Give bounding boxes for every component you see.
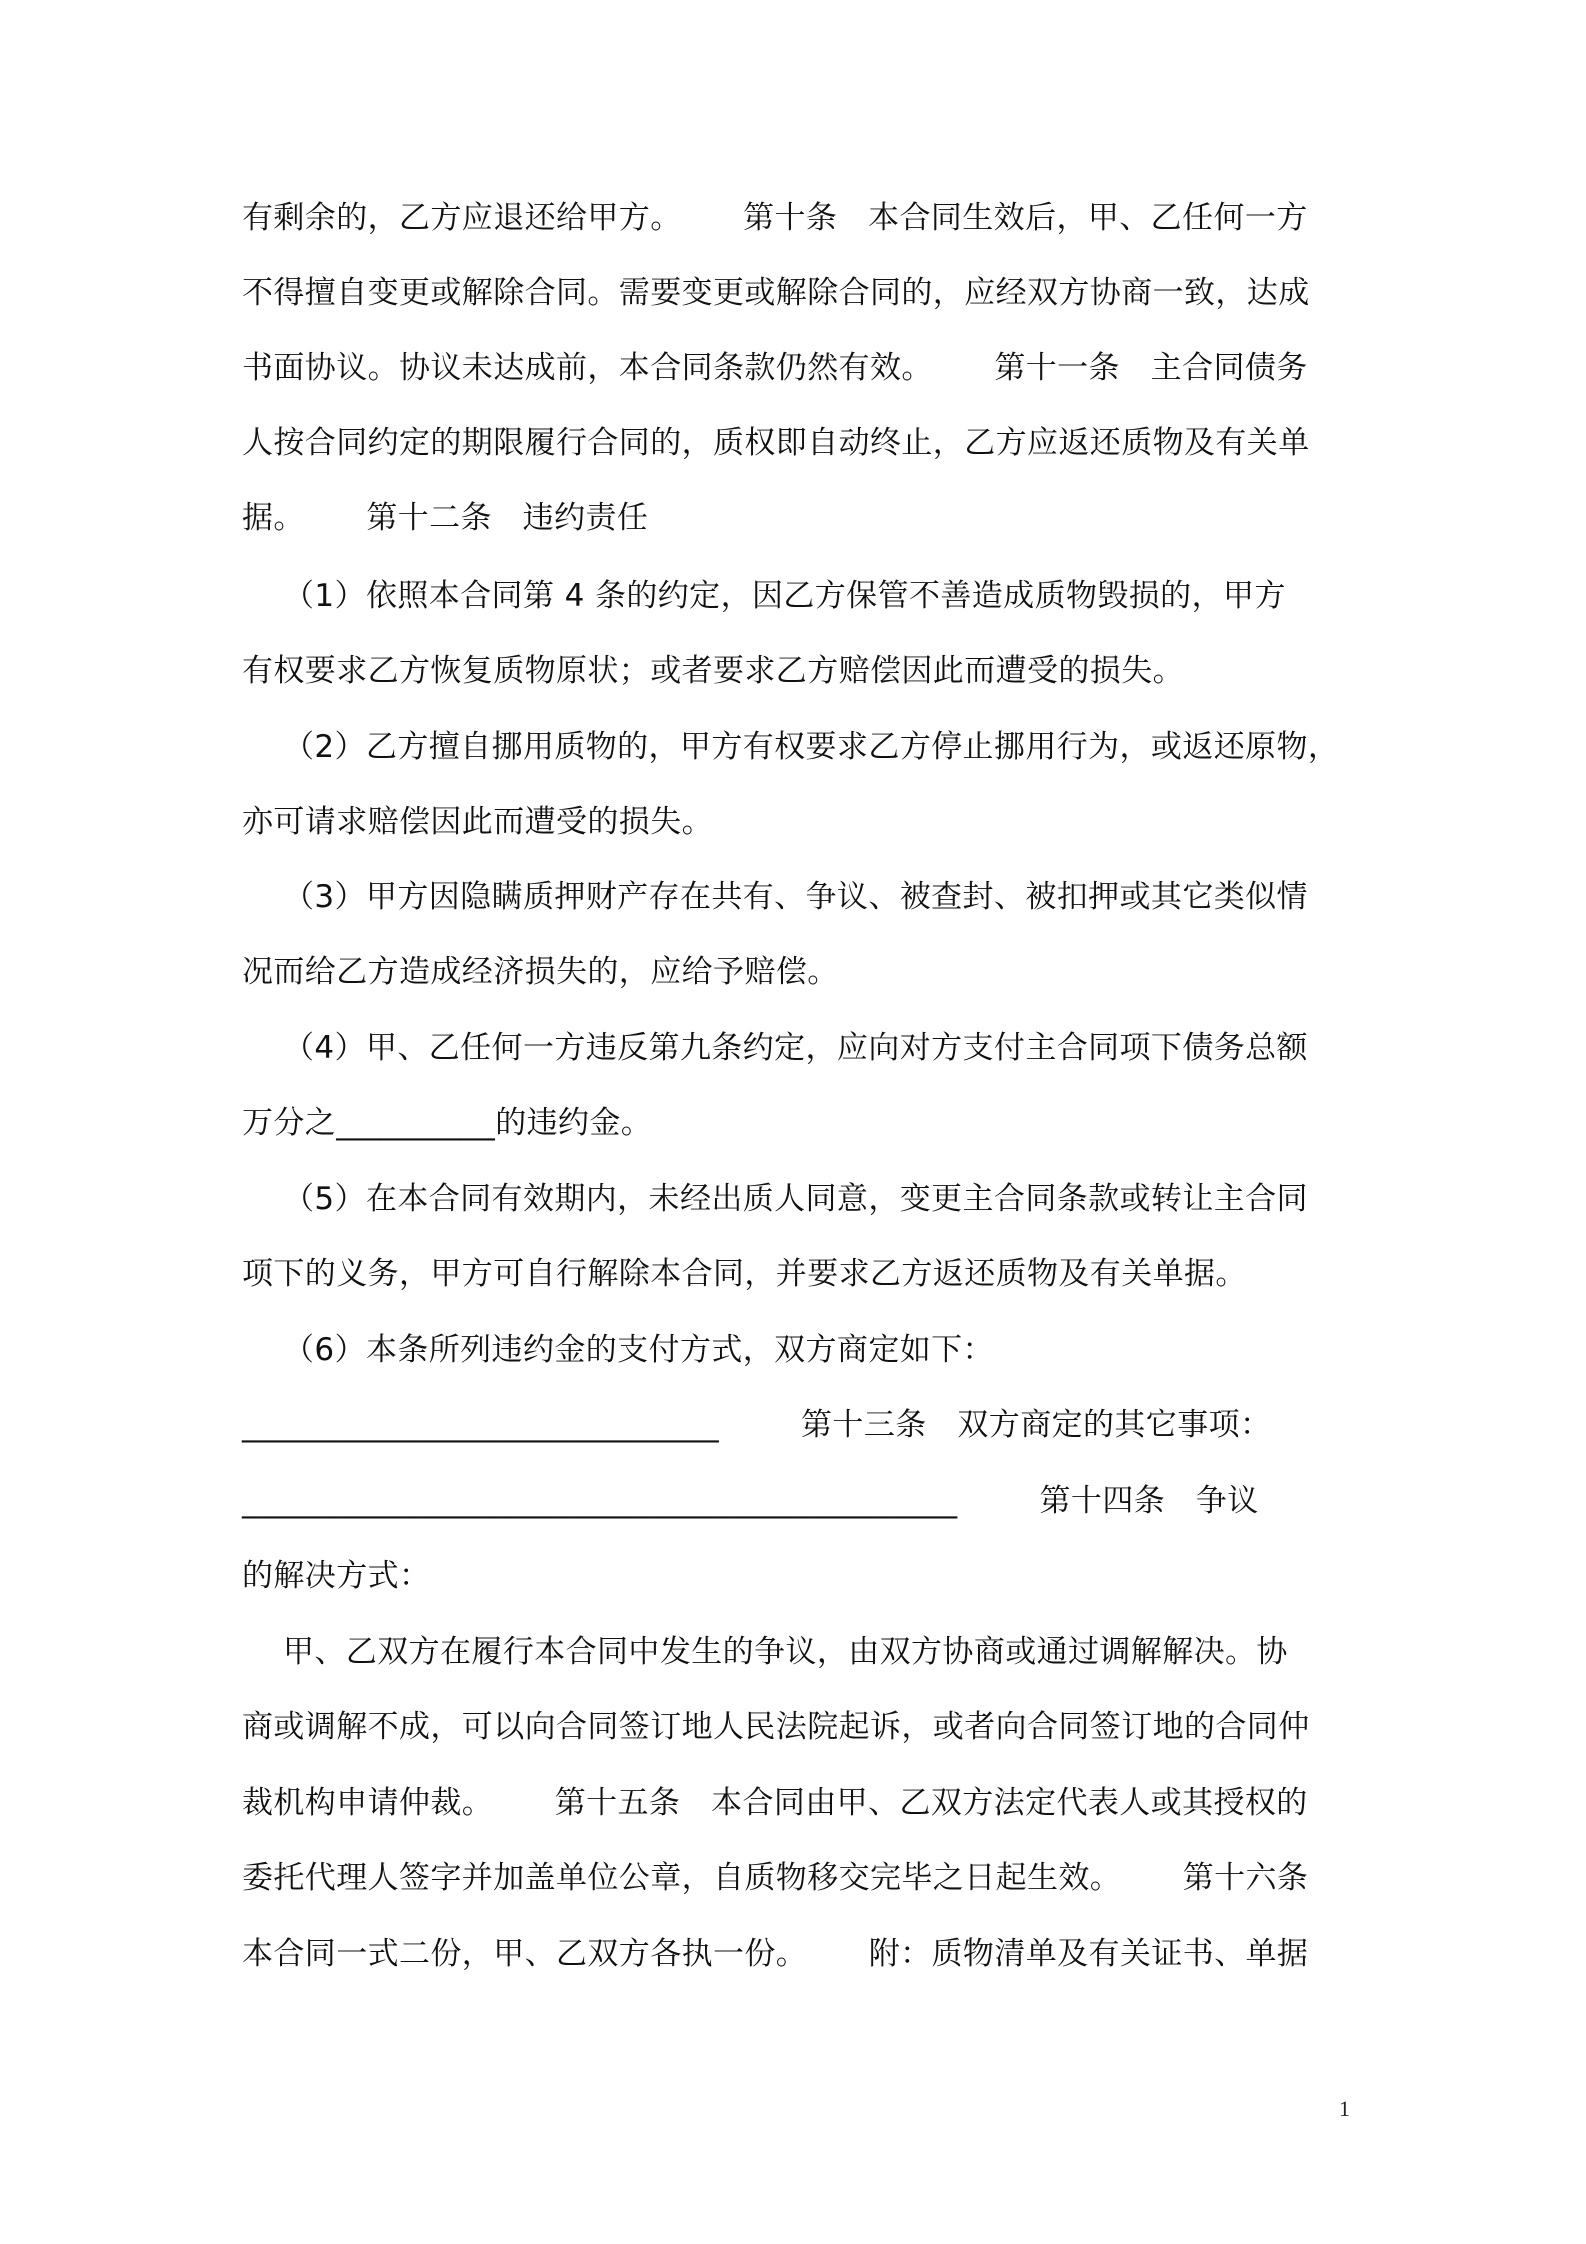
text-line: （2）乙方擅自挪用质物的，甲方有权要求乙方停止挪用行为，或返还原物， [242, 729, 1340, 765]
text-line: 裁机构申请仲裁。 第十五条 本合同由甲、乙双方法定代表人或其授权的 [242, 1785, 1308, 1821]
text-line: 甲、乙双方在履行本合同中发生的争议，由双方协商或通过调解解决。协 [242, 1634, 1288, 1670]
text-line: 有权要求乙方恢复质物原状；或者要求乙方赔偿因此而遭受的损失。 [242, 653, 1184, 689]
text-line: 商或调解不成，可以向合同签订地人民法院起诉，或者向合同签订地的合同仲 [242, 1709, 1310, 1745]
text-line: 亦可请求赔偿因此而遭受的损失。 [242, 804, 713, 840]
text-line: 项下的义务，甲方可自行解除本合同，并要求乙方返还质物及有关单据。 [242, 1256, 1247, 1292]
text-line: 万分之__________的违约金。 [242, 1105, 653, 1141]
text-line: 本合同一式二份，甲、乙双方各执一份。 附：质物清单及有关证书、单据 [242, 1936, 1309, 1972]
text-line: （1）依照本合同第 4 条的约定，因乙方保管不善造成质物毁损的，甲方 [242, 578, 1286, 614]
text-line: 据。 第十二条 违约责任 [242, 500, 649, 536]
text-line: 有剩余的，乙方应退还给甲方。 第十条 本合同生效后，甲、乙任何一方 [242, 200, 1308, 236]
text-line: 委托代理人签字并加盖单位公章，自质物移交完毕之日起生效。 第十六条 [242, 1860, 1309, 1896]
text-line: ______________________________ 第十三条 双方商定的其它事项： [242, 1407, 1272, 1443]
text-line: 况而给乙方造成经济损失的，应给予赔偿。 [242, 954, 839, 990]
text-line: 的解决方式： [242, 1558, 431, 1594]
text-line: _____________________________________________ 第十四条 争议 [242, 1483, 1259, 1519]
text-line: （3）甲方因隐瞒质押财产存在共有、争议、被查封、被扣押或其它类似情 [242, 879, 1308, 915]
text-line: 书面协议。协议未达成前，本合同条款仍然有效。 第十一条 主合同债务 [242, 350, 1308, 386]
text-line: （4）甲、乙任何一方违反第九条约定，应向对方支付主合同项下债务总额 [242, 1030, 1308, 1066]
text-line: 人按合同约定的期限履行合同的，质权即自动终止，乙方应返还质物及有关单 [242, 425, 1310, 461]
text-line: （6）本条所列违约金的支付方式，双方商定如下： [242, 1332, 994, 1368]
text-line: （5）在本合同有效期内，未经出质人同意，变更主合同条款或转让主合同 [242, 1181, 1308, 1217]
text-line: 不得擅自变更或解除合同。需要变更或解除合同的，应经双方协商一致，达成 [242, 275, 1310, 311]
page-number: 1 [1339, 2096, 1350, 2121]
